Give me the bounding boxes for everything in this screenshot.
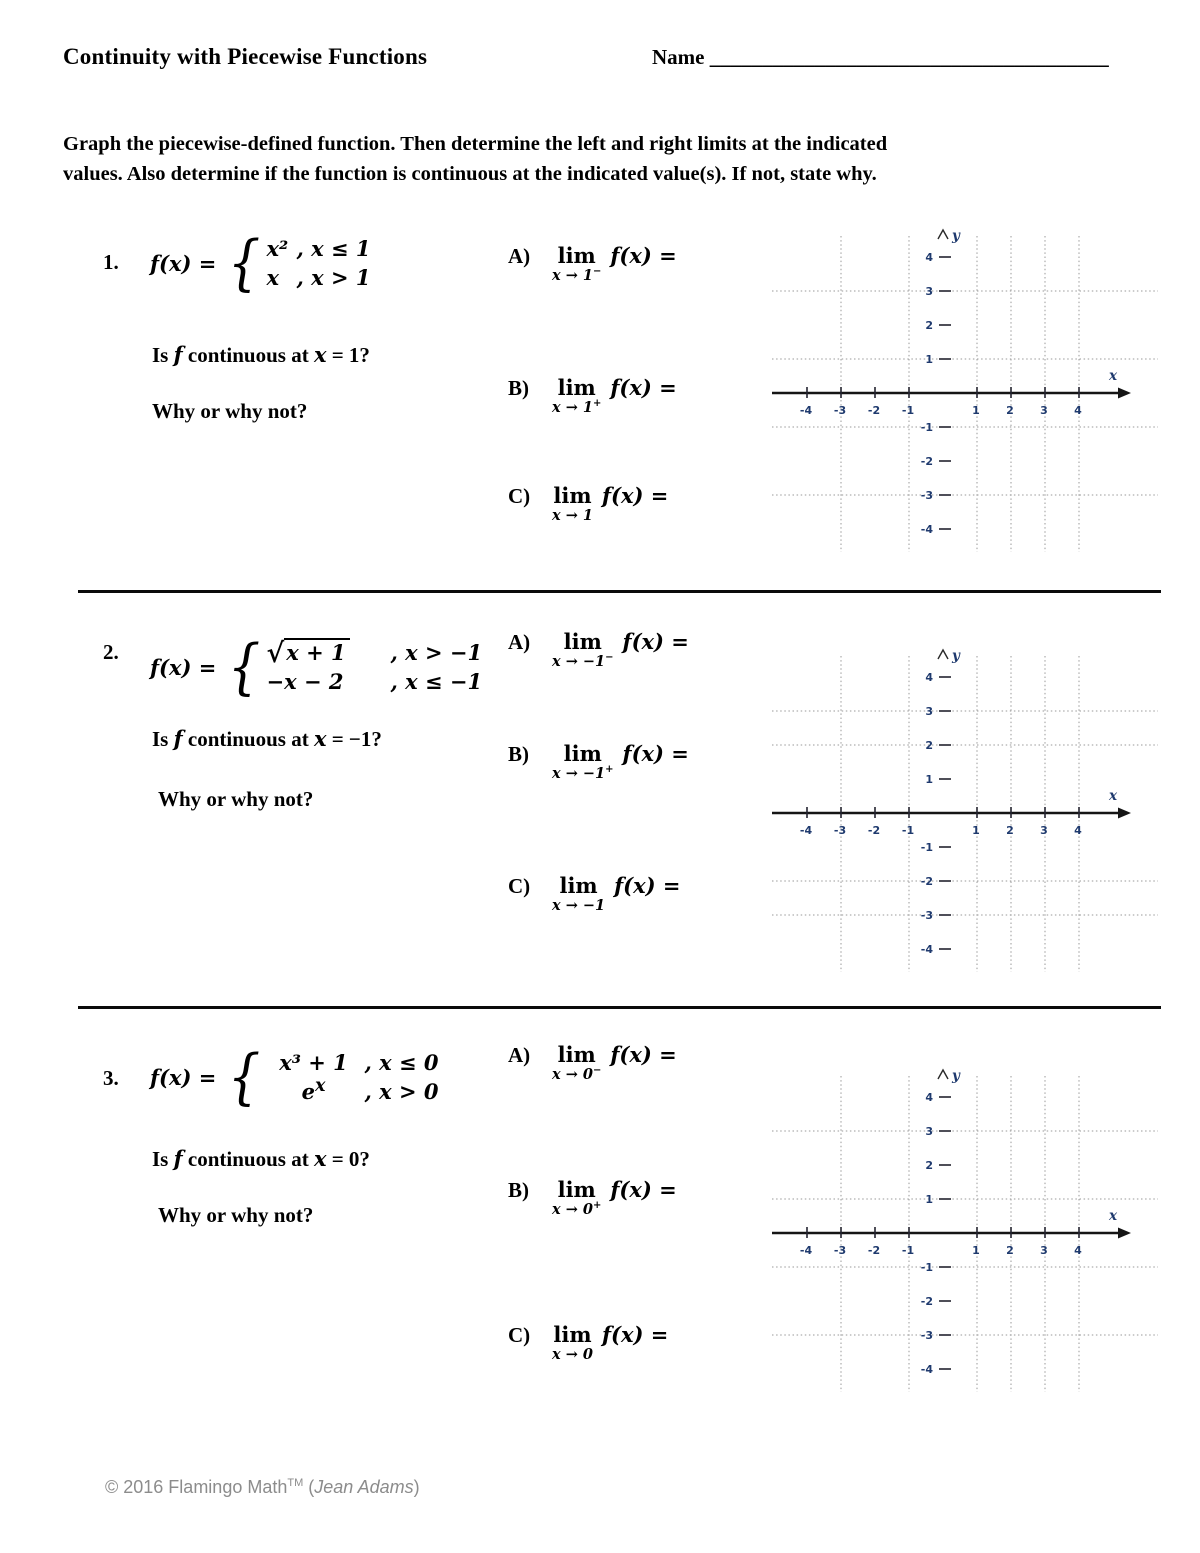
problem-1-continuity-question: Is f continuous at x = 1?	[152, 342, 370, 367]
svg-text:4: 4	[1074, 1244, 1082, 1257]
svg-text:4: 4	[1074, 824, 1082, 837]
svg-text:y: y	[952, 228, 960, 244]
piecewise-rows	[267, 639, 483, 696]
lim-operator: lim x → 0−	[552, 1042, 602, 1083]
svg-text:1: 1	[925, 773, 933, 786]
instructions-line-2: values. Also determine if the function is continuous at the indicated value(s). If not, state why.	[63, 163, 877, 185]
problem-1-limit-b	[508, 376, 677, 416]
piecewise-brace: {	[228, 632, 261, 702]
svg-text:-3: -3	[920, 1329, 933, 1342]
svg-text:3: 3	[925, 1125, 933, 1138]
section-divider	[78, 1006, 1161, 1009]
problem-2-why-question: Why or why not?	[158, 787, 314, 811]
piecewise-brace: {	[228, 228, 261, 298]
svg-text:2: 2	[1006, 404, 1014, 417]
problem-3-function-definition	[150, 1042, 439, 1112]
problem-1-number: 1.	[103, 250, 119, 274]
piece-row: $e^x$ , x > 0	[301, 1075, 439, 1104]
problem-3-number: 3.	[103, 1066, 119, 1090]
svg-text:3: 3	[925, 705, 933, 718]
problem-2-limit-a	[508, 630, 689, 670]
problem-2-function-definition	[150, 632, 483, 702]
svg-text:2: 2	[925, 739, 933, 752]
limit-label: B)	[508, 742, 529, 766]
svg-text:4: 4	[925, 1091, 933, 1104]
piece-row: x² , x ≤ 1	[266, 235, 371, 261]
limit-expression: f(x) =	[622, 629, 689, 654]
page-title: Continuity with Piecewise Functions	[63, 44, 428, 69]
svg-text:-2: -2	[867, 1244, 881, 1257]
limit-label: C)	[508, 1323, 531, 1347]
svg-text:-2: -2	[920, 1295, 933, 1308]
svg-text:2: 2	[925, 1159, 933, 1172]
svg-text:-2: -2	[867, 824, 881, 837]
svg-text:-1: -1	[901, 824, 915, 837]
lim-operator: lim x → −1	[552, 873, 606, 914]
problem-2-limit-c	[508, 874, 680, 914]
svg-text:-1: -1	[920, 841, 933, 854]
limit-label: B)	[508, 376, 529, 400]
svg-text:-4: -4	[799, 824, 813, 837]
lim-operator: lim x → 0	[552, 1322, 593, 1363]
svg-text:3: 3	[925, 285, 933, 298]
fx-label: f(x) =	[150, 250, 217, 276]
limit-expression: f(x) =	[601, 1322, 669, 1347]
limit-expression: f(x) =	[610, 1042, 677, 1067]
footer-copyright: © 2016 Flamingo Math™ (Jean Adams)	[105, 1477, 420, 1497]
sqrt-radical-icon: √	[266, 637, 285, 669]
problem-2-continuity-question: Is f continuous at x = −1?	[152, 726, 382, 751]
piecewise-rows	[267, 1049, 439, 1106]
svg-text:x: x	[1109, 368, 1118, 384]
lim-operator: lim x → −1+	[552, 741, 614, 782]
svg-text:-3: -3	[920, 489, 933, 502]
piecewise-brace: {	[228, 1042, 261, 1112]
instructions	[63, 129, 1123, 189]
svg-text:-4: -4	[799, 1244, 813, 1257]
problem-3-continuity-question: Is f continuous at x = 0?	[152, 1146, 370, 1171]
svg-text:3: 3	[1040, 404, 1048, 417]
problem-2-limit-b	[508, 742, 689, 782]
svg-text:y: y	[952, 1068, 960, 1084]
svg-text:1: 1	[972, 1244, 980, 1257]
coordinate-grid-2	[770, 642, 1160, 982]
svg-text:-2: -2	[867, 404, 881, 417]
svg-text:x: x	[1109, 1208, 1118, 1224]
problem-1-limit-a	[508, 244, 677, 284]
svg-text:-3: -3	[833, 824, 847, 837]
problem-3-why-question: Why or why not?	[158, 1203, 314, 1227]
svg-text:-2: -2	[920, 455, 933, 468]
piece-row: −x − 2 , x ≤ −1	[266, 668, 483, 694]
problem-3-limit-c	[508, 1323, 668, 1363]
svg-text:3: 3	[1040, 1244, 1048, 1257]
limit-label: A)	[508, 630, 531, 654]
svg-text:4: 4	[925, 671, 933, 684]
fx-label: f(x) =	[150, 654, 217, 680]
svg-text:1: 1	[925, 353, 933, 366]
name-field	[652, 45, 1109, 70]
name-label: Name	[652, 45, 705, 69]
limit-expression: f(x) =	[610, 375, 677, 400]
lim-operator: lim x → 0+	[552, 1177, 602, 1218]
problem-1-why-question: Why or why not?	[152, 399, 308, 423]
piece-row: x , x > 1	[266, 264, 371, 290]
svg-text:2: 2	[925, 319, 933, 332]
limit-label: C)	[508, 874, 531, 898]
problem-2-number: 2.	[103, 640, 119, 664]
limit-expression: f(x) =	[610, 1177, 677, 1202]
piece-row: √x + 1 , x > −1	[266, 637, 483, 669]
svg-text:4: 4	[925, 251, 933, 264]
lim-operator: lim x → 1−	[552, 243, 602, 284]
svg-text:-2: -2	[920, 875, 933, 888]
lim-operator: lim x → 1	[552, 483, 593, 524]
piecewise-rows	[267, 235, 371, 292]
svg-text:2: 2	[1006, 824, 1014, 837]
lim-operator: lim x → −1−	[552, 629, 614, 670]
limit-expression: f(x) =	[622, 741, 689, 766]
svg-text:-4: -4	[920, 1363, 933, 1376]
svg-text:-4: -4	[799, 404, 813, 417]
limit-expression: f(x) =	[614, 873, 681, 898]
svg-text:-1: -1	[901, 404, 915, 417]
trademark-icon: TM	[287, 1477, 304, 1489]
problem-3-limit-a	[508, 1043, 677, 1083]
svg-text:-4: -4	[920, 943, 933, 956]
svg-text:x: x	[1109, 788, 1118, 804]
svg-text:1: 1	[972, 824, 980, 837]
svg-text:-3: -3	[833, 1244, 847, 1257]
limit-label: B)	[508, 1178, 529, 1202]
svg-text:-1: -1	[901, 1244, 915, 1257]
limit-expression: f(x) =	[601, 483, 669, 508]
svg-text:-3: -3	[920, 909, 933, 922]
svg-text:2: 2	[1006, 1244, 1014, 1257]
problem-1-function-definition	[150, 228, 371, 298]
coordinate-grid-1	[770, 222, 1160, 562]
limit-label: C)	[508, 484, 531, 508]
problem-1-limit-c	[508, 484, 668, 524]
limit-label: A)	[508, 244, 531, 268]
svg-text:1: 1	[972, 404, 980, 417]
name-blank-line: ______________________________________	[709, 45, 1109, 69]
limit-label: A)	[508, 1043, 531, 1067]
piece-row: x³ + 1 , x ≤ 0	[279, 1049, 439, 1075]
svg-text:-1: -1	[920, 1261, 933, 1274]
problem-3-limit-b	[508, 1178, 677, 1218]
limit-expression: f(x) =	[610, 243, 677, 268]
svg-text:-4: -4	[920, 523, 933, 536]
instructions-line-1: Graph the piecewise-defined function. Then determine the left and right limits at the indicated	[63, 133, 888, 155]
svg-text:-1: -1	[920, 421, 933, 434]
svg-text:1: 1	[925, 1193, 933, 1206]
svg-text:-3: -3	[833, 404, 847, 417]
svg-text:y: y	[952, 648, 960, 664]
section-divider	[78, 590, 1161, 593]
lim-operator: lim x → 1+	[552, 375, 602, 416]
svg-text:4: 4	[1074, 404, 1082, 417]
fx-label: f(x) =	[150, 1064, 217, 1090]
coordinate-grid-3	[770, 1062, 1160, 1402]
svg-text:3: 3	[1040, 824, 1048, 837]
